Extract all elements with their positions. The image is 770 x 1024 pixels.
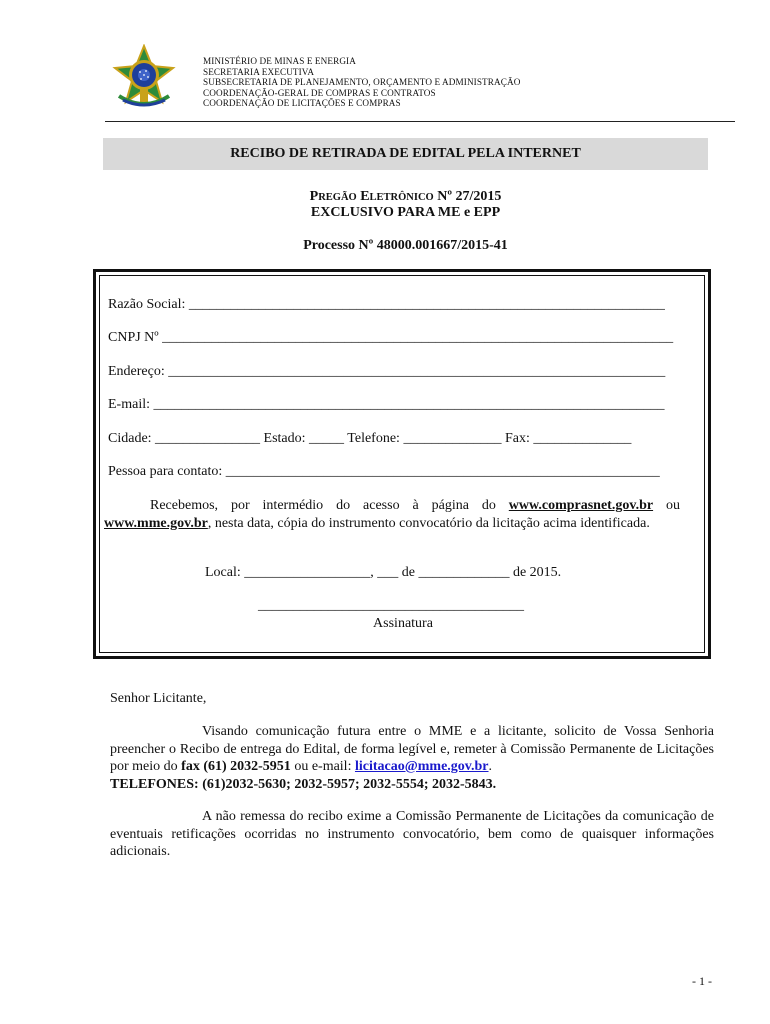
recebemos-text: , nesta data, cópia do instrumento convocatório da licitação acima identificada. [207, 515, 650, 531]
razao-social-field[interactable]: Razão Social: ____________________________________________________________________ [108, 297, 665, 312]
title-band [103, 138, 708, 170]
ministry-header [203, 56, 520, 109]
letter-text: . [488, 759, 493, 774]
email-field[interactable]: E-mail: _________________________________________________________________________ [108, 397, 665, 412]
header-line: COORDENAÇÃO DE LICITAÇÕES E COMPRAS [203, 98, 401, 109]
pregao-number: Nº 27/2015 [433, 189, 502, 204]
pregao-word2: LETRÔNICO [369, 192, 434, 203]
page-number: - 1 - [692, 974, 712, 988]
cnpj-field[interactable]: CNPJ Nº _________________________________________________________________________ [108, 330, 674, 345]
signature-line: ______________________________________ [258, 598, 524, 613]
signature-label: Assinatura [373, 616, 433, 631]
header-line: SECRETARIA EXECUTIVA [203, 66, 315, 77]
fax-number: fax (61) 2032-5951 [181, 759, 291, 774]
telefones-line: TELEFONES: (61)2032-5630; 2032-5957; 2032-5554; 2032-5843. [110, 776, 497, 792]
header-divider [105, 121, 735, 122]
letter-text: ou e-mail: [290, 759, 355, 774]
cidade-estado-telefone-fax-field[interactable]: Cidade: _______________ Estado: _____ Telefone: ______________ Fax: ______________ [108, 431, 632, 446]
recebemos-paragraph [104, 497, 680, 532]
recebemos-text: ou [653, 498, 680, 513]
recebemos-text: Recebemos, por intermédio do acesso à página do [150, 498, 509, 513]
pregao-p: P [309, 189, 319, 204]
processo-line: Processo Nº 48000.001667/2015-41 [303, 238, 508, 253]
letter-paragraph-1 [110, 723, 714, 793]
pregao-word: REGÃO [318, 192, 357, 203]
pregao-e: E [356, 189, 370, 204]
letter-paragraph-2: A não remessa do recibo exime a Comissão Permanente de Licitações da comunicação de eventuais retificações ocorridas no instrumento convocatório, bem como de quaisquer informações adicionais. [110, 809, 714, 859]
letter-text: Visando comunicação futura entre o MME e a licitante, solicito de Vossa Senhoria preencher o Recibo de entrega do Edital, de forma legível e, remeter à Comissão Permanente de Licitações por meio do [110, 724, 714, 774]
email-link[interactable]: licitacao@mme.gov.br [354, 759, 489, 774]
endereco-field[interactable]: Endereço: _______________________________________________________________________ [108, 364, 666, 379]
salutation: Senhor Licitante, [110, 691, 207, 706]
comprasnet-link[interactable]: www.comprasnet.gov.br [508, 498, 654, 513]
header-line: COORDENAÇÃO-GERAL DE COMPRAS E CONTRATOS [203, 87, 436, 98]
document-title: RECIBO DE RETIRADA DE EDITAL PELA INTERNET [230, 146, 581, 161]
local-date-field[interactable]: Local: __________________, ___ de _____________ de 2015. [205, 565, 562, 580]
header-line: MINISTÉRIO DE MINAS E ENERGIA [203, 56, 356, 66]
exclusivo-line: EXCLUSIVO PARA ME e EPP [310, 205, 501, 220]
header-line: SUBSECRETARIA DE PLANEJAMENTO, ORÇAMENTO E ADMINISTRAÇÃO [203, 77, 521, 88]
brasao-emblem-icon [111, 44, 177, 110]
mme-link[interactable]: www.mme.gov.br [104, 515, 208, 531]
pregao-line [103, 189, 708, 205]
pessoa-contato-field[interactable]: Pessoa para contato: ______________________________________________________________ [108, 464, 660, 479]
